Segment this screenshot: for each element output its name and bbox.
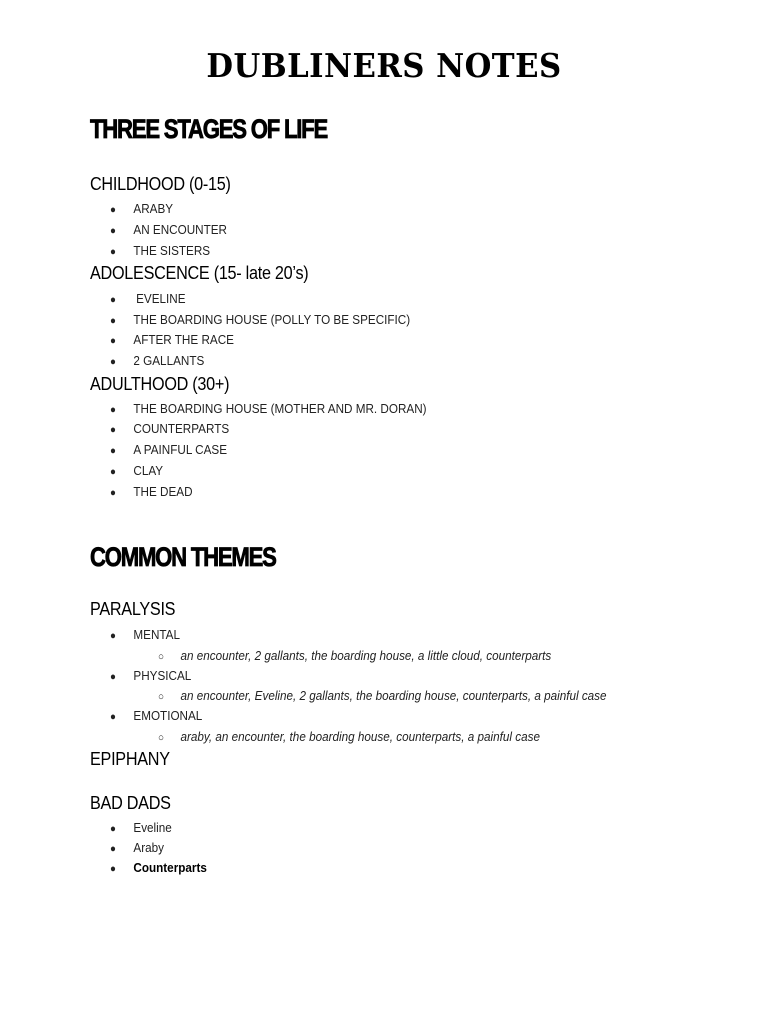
list-item: ● AFTER THE RACE xyxy=(110,332,234,347)
list-item: ● MENTAL xyxy=(110,627,180,642)
section-heading-themes: COMMON THEMES xyxy=(90,542,276,572)
list-item: ● THE BOARDING HOUSE (POLLY TO BE SPECIFIC) xyxy=(110,312,411,327)
subheading-epiphany: EPIPHANY xyxy=(90,749,170,769)
list-item: ● THE SISTERS xyxy=(110,243,211,258)
subheading-childhood: CHILDHOOD (0-15) xyxy=(90,174,231,194)
subheading-paralysis: PARALYSIS xyxy=(90,599,176,619)
sub-list-item: ○ an encounter, Eveline, 2 gallants, the boarding house, counterparts, a painful case xyxy=(158,688,607,703)
subheading-bad-dads: BAD DADS xyxy=(90,793,171,813)
list-item: ● A PAINFUL CASE xyxy=(110,442,228,457)
list-item: ● THE BOARDING HOUSE (MOTHER AND MR. DORAN) xyxy=(110,401,427,416)
document-title: DUBLINERS NOTES xyxy=(206,46,562,85)
list-item: ● 2 GALLANTS xyxy=(110,353,205,368)
list-item: ● AN ENCOUNTER xyxy=(110,222,228,237)
list-item: ● THE DEAD xyxy=(110,484,193,499)
list-item: ● ARABY xyxy=(110,201,174,216)
list-item: ● EVELINE xyxy=(110,291,186,306)
subheading-adolescence: ADOLESCENCE (15- late 20’s) xyxy=(90,263,309,283)
list-item: ● COUNTERPARTS xyxy=(110,421,230,436)
list-item: ● CLAY xyxy=(110,463,164,478)
subheading-adulthood: ADULTHOOD (30+) xyxy=(90,374,230,394)
section-heading-stages: THREE STAGES OF LIFE xyxy=(90,114,328,144)
list-item: ● Eveline xyxy=(110,820,172,835)
list-item: ● Araby xyxy=(110,840,164,855)
list-item: ● PHYSICAL xyxy=(110,668,192,683)
list-item: ● Counterparts xyxy=(110,860,207,875)
sub-list-item: ○ araby, an encounter, the boarding house, counterparts, a painful case xyxy=(158,729,540,744)
sub-list-item: ○ an encounter, 2 gallants, the boarding house, a little cloud, counterparts xyxy=(158,648,552,663)
list-item: ● EMOTIONAL xyxy=(110,708,203,723)
